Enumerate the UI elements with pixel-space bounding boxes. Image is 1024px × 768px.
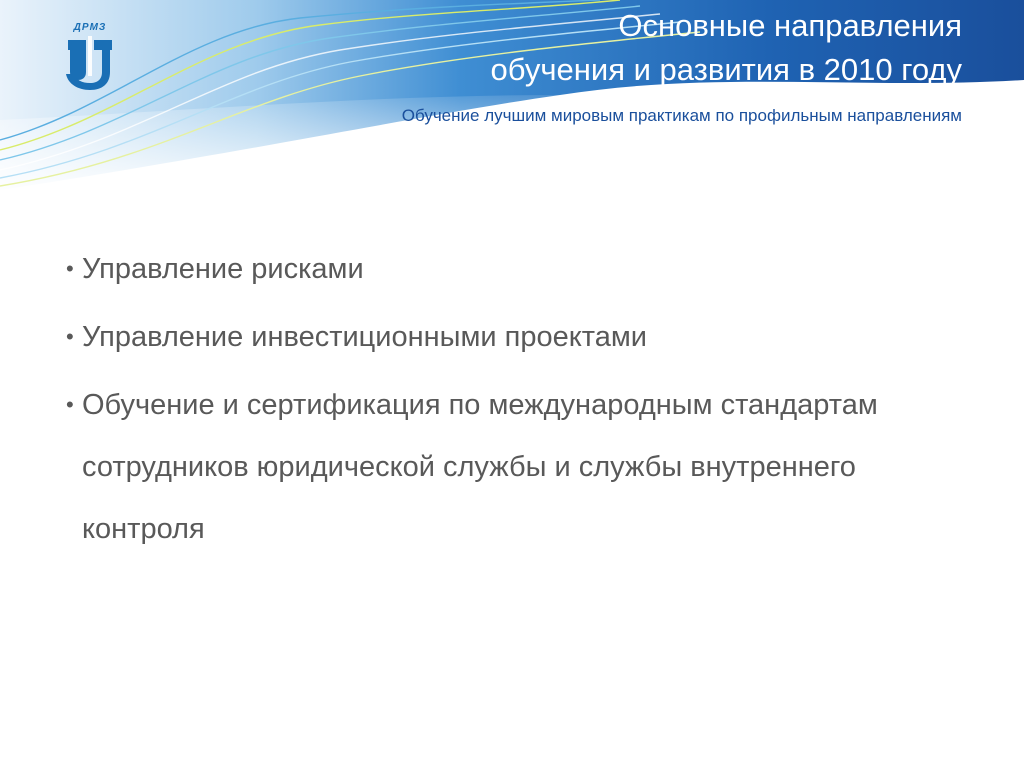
bullet-text: Управление инвестиционными проектами xyxy=(82,321,648,353)
bullet-list xyxy=(66,238,966,566)
bullet-item xyxy=(66,374,882,560)
bullet-text: Управление рисками xyxy=(82,253,364,285)
bullet-dot-icon: • xyxy=(66,392,74,417)
logo-emblem-icon xyxy=(64,34,116,94)
company-logo xyxy=(62,22,118,94)
bullet-dot-icon: • xyxy=(66,324,74,349)
bullet-item xyxy=(66,238,966,300)
slide-title-line-2: обучения и развития в 2010 году xyxy=(490,52,962,87)
slide-title xyxy=(262,4,962,92)
bullet-text: Обучение и сертификация по международным стандартам сотрудников юридической службы и службы внутреннего контроля xyxy=(82,389,878,545)
slide-subtitle: Обучение лучшим мировым практикам по профильным направлениям xyxy=(401,106,962,125)
bullet-item xyxy=(66,306,966,368)
bullet-dot-icon: • xyxy=(66,256,74,281)
logo-text: ДРМЗ xyxy=(73,22,107,33)
slide-title-line-1: Основные направления xyxy=(618,8,962,43)
